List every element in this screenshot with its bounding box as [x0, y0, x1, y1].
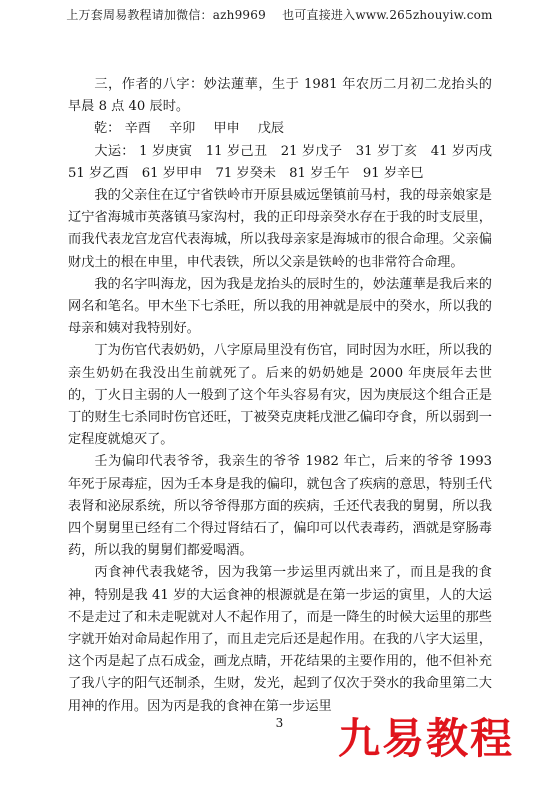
bazi-pillar-day: 甲申	[213, 121, 240, 137]
paragraph-birth-info: 三，作者的八字：妙法蓮華，生于 1981 年农历二月初二龙抬头的早晨 8 点 40 辰时。	[68, 77, 492, 115]
page-header: 上万套周易教程请加微信：azh9969 也可直接进入www.265zhouyiw.com	[66, 8, 493, 22]
document-body	[68, 74, 506, 718]
paragraph-dayun: 大运： 1 岁庚寅 11 岁己丑 21 岁戊子 31 岁丁亥 41 岁丙戌 51 岁乙酉 61 岁甲申 71 岁癸未 81 岁壬午 91 岁辛巳	[68, 143, 506, 181]
bazi-pillar-hour: 戊辰	[257, 121, 285, 137]
paragraph-name: 我的名字叫海龙，因为我是龙抬头的辰时生的，妙法蓮華是我后来的网名和笔名。甲木坐下七杀旺，所以我的用神就是辰中的癸水，所以我的母亲和姨对我特别好。	[68, 276, 492, 337]
bazi-pillar-month: 辛卯	[168, 121, 196, 137]
bazi-pillar-year: 辛酉	[124, 121, 151, 137]
bazi-line	[68, 118, 492, 140]
paragraph-grandfather: 壬为偏印代表爷爷，我亲生的爷爷 1982 年亡，后来的爷爷 1993 年死于尿毒症，因为壬本身是我的偏印，就包含了疾病的意思，特别壬代表肾和泌尿系统，所以爷爷得那方面的疾病，壬还代表我的舅舅，所以我四个舅舅里已经有二个得过肾结石了，偏印可以代表毒药，酒就是穿肠毒药，所以我的舅舅们都爱喝酒。	[68, 454, 492, 559]
paragraph-parents: 我的父亲住在辽宁省铁岭市开原县威远堡镇前马村，我的母亲娘家是辽宁省海城市英落镇马家沟村，我的正印母亲癸水存在于我的时支辰里，而我代表龙宫龙宫代表海城，所以我母亲家是海城市的很合命理。父亲偏财戊土的根在申里，申代表铁，所以父亲是铁岭的也非常符合命理。	[68, 188, 492, 270]
paragraph-grandmother: 丁为伤官代表奶奶，八字原局里没有伤官，同时因为水旺，所以我的亲生奶奶在我没出生前就死了。后来的奶奶她是 2000 年庚辰年去世的，丁火日主弱的人一般到了这个年头容易有灾，因为庚辰这个组合正是丁的财生七杀同时伤官还旺，丁被癸克庚耗戊泄乙偏印夺食，所以弱到一定程度就熄灭了。	[68, 343, 492, 448]
bazi-label: 乾：	[94, 121, 121, 137]
page-number: 3	[275, 716, 284, 730]
paragraph-maternal-grandfather: 丙食神代表我姥爷，因为我第一步运里丙就出来了，而且是我的食神，特别是我 41 岁的大运食神的根源就是在第一步运的寅里，人的大运不是走过了和未走呢就对人不起作用了，而是一降生的时候大运里的那些字就开始对命局起作用了，而且走完后还是起作用。在我的八字大运里，这个丙是起了点石成金，画龙点睛，开花结果的主要作用的，他不但补充了我八字的阳气还制杀，生财，发光，起到了仅次于癸水的我命里第二大用神的作用。因为丙是我的食神在第一步运里	[68, 565, 492, 714]
watermark-logo: 九易教程	[338, 714, 515, 763]
